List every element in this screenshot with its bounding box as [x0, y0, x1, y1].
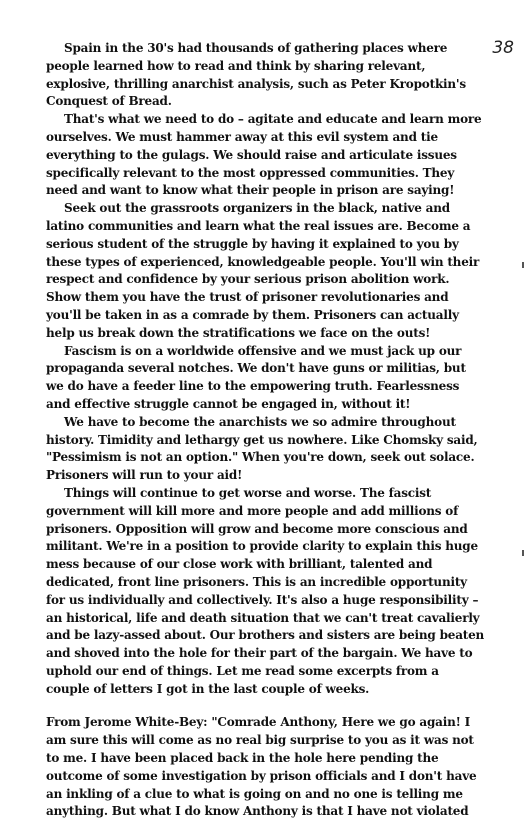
paragraph-1: Spain in the 30's had thousands of gathering places where people learned how to read and think by sharing relevant, explosive, thrilling anarchist analysis, such as Peter Kropotkin's Conquest of Bread.: [46, 41, 466, 109]
scan-mark: [522, 550, 524, 556]
paragraph-3: Seek out the grassroots organizers in the black, native and latino communities and learn what the real issues are. Become a serious student of the struggle by having it explained to you by these types of experienced, knowledgeable people. You'll win their respect and confidence by your serious prison abolition work. Show them you have the trust of prisoner revolutionaries and you'll be taken in as a comrade by them. Prisoners can actually help us break down the stratifications we face on the outs!: [46, 201, 480, 340]
paragraph-4: Fascism is on a worldwide offensive and we must jack up our propaganda several notches. We don't have guns or militias, but we do have a feeder line to the empowering truth. Fearlessness and effective struggle cannot be engaged in, without it!: [46, 343, 466, 411]
paragraph-2: That's what we need to do – agitate and educate and learn more ourselves. We must hammer away at this evil system and tie everything to the gulags. We should raise and articulate issues specifically relevant to the most oppressed communities. They need and want to know what their people in prison are saying!: [46, 112, 482, 198]
letter-excerpt: From Jerome White-Bey: "Comrade Anthony, Here we go again! I am sure this will come as no real big surprise to you as it was not to me. I have been placed back in the hole here pending the outcome of some investigation by prison officials and I don't have an inkling of a clue to what is going on and no one is telling me anything. But what I do know Anthony is that I have not violated: [46, 715, 477, 819]
paragraph-6: Things will continue to get worse and worse. The fascist government will kill more and more people and add millions of prisoners. Opposition will grow and become more conscious and militant. We're in a position to provide clarity to explain this huge mess because of our close work with brilliant, talented and dedicated, front line prisoners. This is an incredible opportunity for us individually and collectively. It's also a huge responsibility – an historical, life and death situation that we can't treat cavalierly and be lazy-assed about. Our brothers and sisters are being beaten and shoved into the hole for their part of the bargain. We have to uphold our end of things. Let me read some excerpts from a couple of letters I got in the last couple of weeks.: [46, 485, 485, 696]
paragraph-5: We have to become the anarchists we so admire throughout history. Timidity and lethargy get us nowhere. Like Chomsky said, "Pessimism is not an option." When you're down, seek out solace. Prisoners will run to your aid!: [46, 414, 478, 483]
scan-mark: [522, 262, 524, 268]
page-number: 38: [492, 38, 514, 58]
document-body: [46, 40, 486, 821]
